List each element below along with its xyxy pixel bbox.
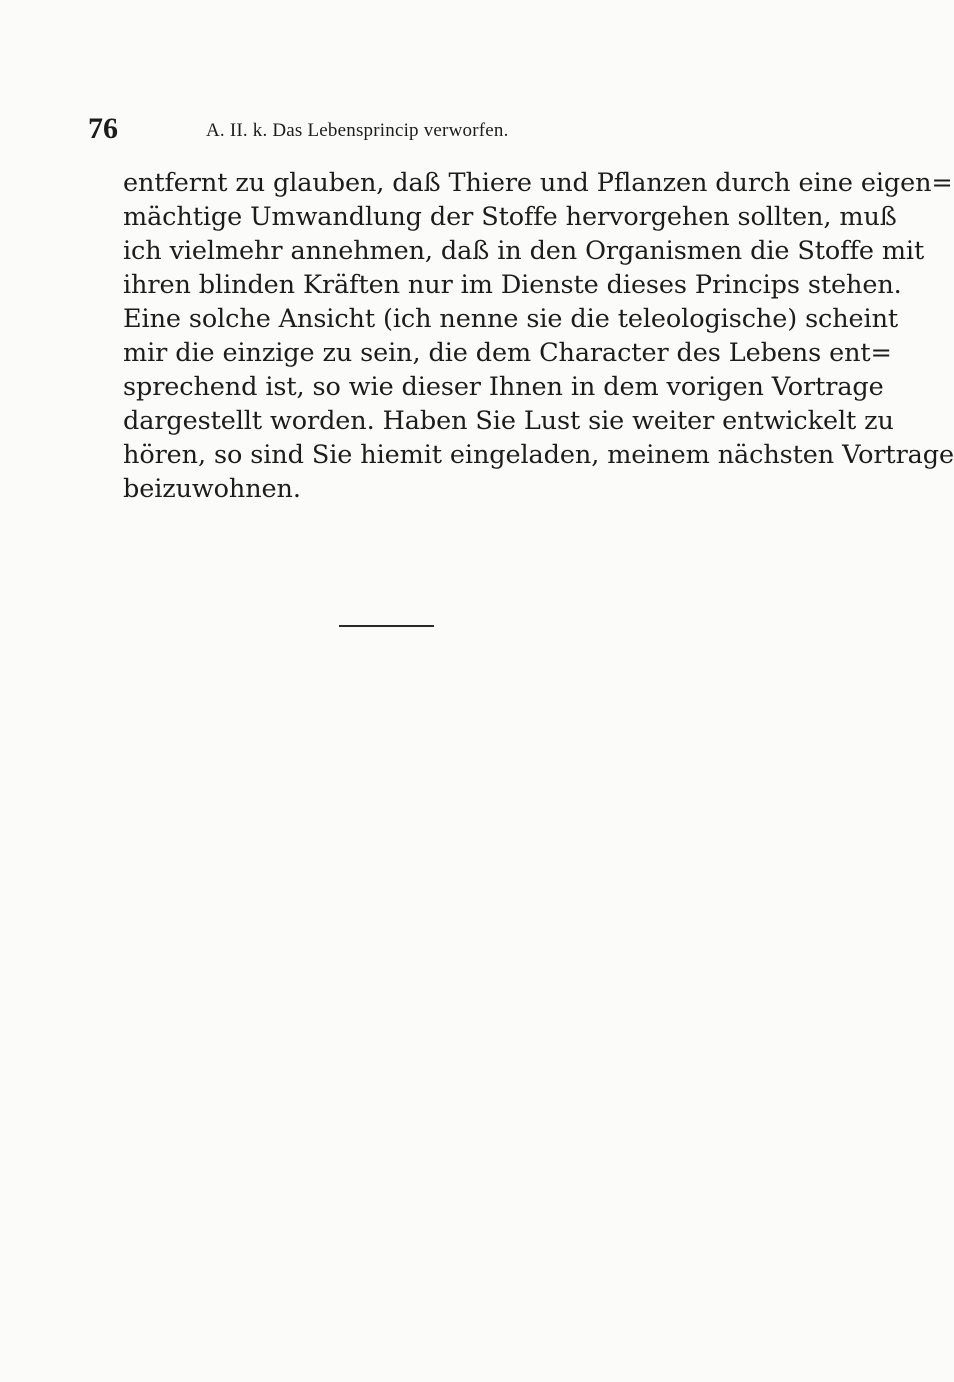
body-paragraph	[123, 166, 954, 506]
page-header	[0, 108, 801, 152]
text-line: beizuwohnen.	[123, 474, 301, 504]
text-line: mächtige Umwandlung der Stoffe hervorgehen sollten, muß	[123, 202, 897, 232]
text-line: Eine solche Ansicht (ich nenne sie die teleologische) scheint	[123, 304, 899, 334]
end-rule	[339, 625, 434, 627]
page-number: 76	[88, 112, 118, 145]
text-line: dargestellt worden. Haben Sie Lust sie weiter entwickelt zu	[123, 406, 894, 436]
text-line: ich vielmehr annehmen, daß in den Organismen die Stoffe mit	[123, 236, 925, 266]
running-title: A. II. k. Das Lebensprincip verworfen.	[206, 120, 509, 141]
text-line: sprechend ist, so wie dieser Ihnen in dem vorigen Vortrage	[123, 372, 884, 402]
text-line: mir die einzige zu sein, die dem Character des Lebens ent=	[123, 338, 892, 368]
text-line: hören, so sind Sie hiemit eingeladen, meinem nächsten Vortrage	[123, 440, 954, 470]
text-line: ihren blinden Kräften nur im Dienste dieses Princips stehen.	[123, 270, 902, 300]
text-line: entfernt zu glauben, daß Thiere und Pflanzen durch eine eigen=	[123, 168, 953, 198]
